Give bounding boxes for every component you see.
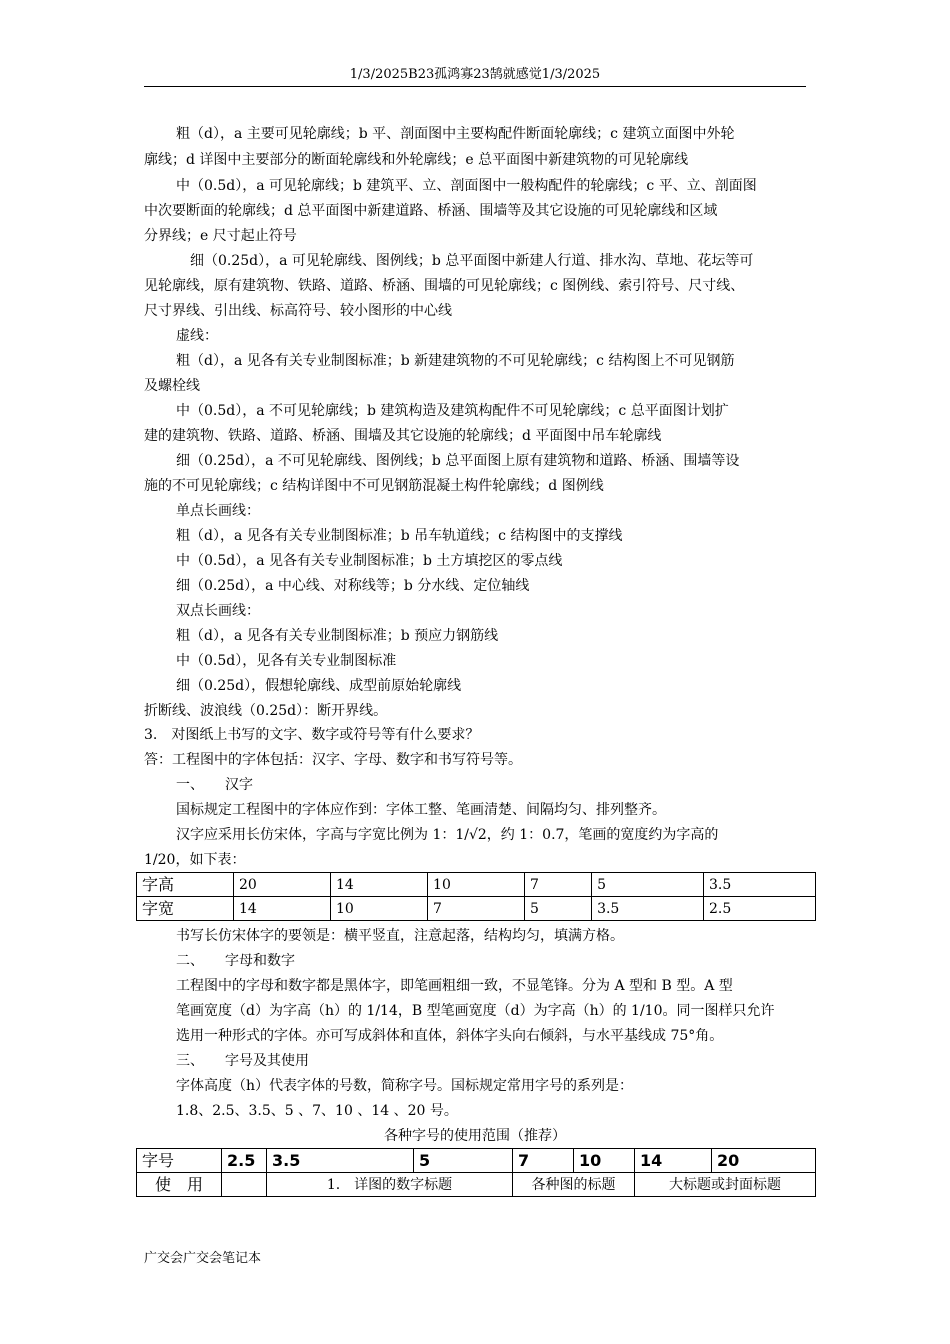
table-cell: 1. 详图的数字标题 — [267, 1173, 513, 1197]
text-line: 汉字应采用长仿宋体，字高与字宽比例为 1：1/√2，约 1：0.7，笔画的宽度约为字高的 — [176, 827, 719, 843]
text-line: 双点长画线： — [176, 603, 260, 619]
table-cell: 20 — [234, 873, 331, 897]
char-size-table — [136, 872, 816, 921]
table-cell: 14 — [635, 1149, 712, 1173]
table-cell: 7 — [513, 1149, 574, 1173]
table-cell: 5 — [414, 1149, 513, 1173]
table-cell: 7 — [525, 873, 592, 897]
table-cell: 10 — [574, 1149, 635, 1173]
table-cell: 14 — [234, 897, 331, 921]
text-line: 折断线、波浪线（0.25d）：断开界线。 — [144, 703, 388, 719]
text-line: 3. 对图纸上书写的文字、数字或符号等有什么要求？ — [144, 727, 480, 743]
text-line: 1.8、2.5、3.5、5 、7、10 、14 、20 号。 — [176, 1103, 458, 1119]
text-line: 国标规定工程图中的字体应作到：字体工整、笔画清楚、间隔均匀、排列整齐。 — [176, 802, 666, 818]
text-line: 细（0.25d），a 中心线、对称线等；b 分水线、定位轴线 — [176, 578, 530, 594]
text-line: 尺寸界线、引出线、标高符号、较小图形的中心线 — [144, 303, 452, 319]
table-cell: 10 — [428, 873, 525, 897]
text-line: 虚线： — [176, 328, 218, 344]
table-cell: 大标题或封面标题 — [635, 1173, 816, 1197]
table-cell: 各种图的标题 — [513, 1173, 635, 1197]
text-line: 分界线；e 尺寸起止符号 — [144, 228, 297, 244]
text-line: 见轮廓线，原有建筑物、铁路、道路、桥涵、围墙的可见轮廓线；c 图例线、索引符号、尺寸线、 — [144, 278, 745, 294]
row-label: 字号 — [137, 1149, 222, 1173]
text-line: 三、 字号及其使用 — [176, 1053, 309, 1069]
table-cell: 14 — [331, 873, 428, 897]
text-line: 施的不可见轮廓线；c 结构详图中不可见钢筋混凝土构件轮廓线；d 图例线 — [144, 478, 604, 494]
text-line: 中（0.5d），a 见各有关专业制图标准；b 土方填挖区的零点线 — [176, 553, 563, 569]
text-line: 细（0.25d），假想轮廓线、成型前原始轮廓线 — [176, 678, 462, 694]
text-line: 建的建筑物、铁路、道路、桥涵、围墙及其它设施的轮廓线；d 平面图中吊车轮廓线 — [144, 428, 662, 444]
table-cell: 10 — [331, 897, 428, 921]
text-line: 细（0.25d），a 可见轮廓线、图例线；b 总平面图中新建人行道、排水沟、草地、花坛等可 — [190, 253, 754, 269]
text-line: 单点长画线： — [176, 503, 260, 519]
text-line: 粗（d），a 见各有关专业制图标准；b 吊车轨道线；c 结构图中的支撑线 — [176, 528, 623, 544]
row-label: 使 用 — [137, 1173, 222, 1197]
table-cell: 7 — [428, 897, 525, 921]
page-header: 1/3/2025B23孤鸿寡23鹄就感觉1/3/2025 — [349, 67, 601, 82]
text-line: 工程图中的字母和数字都是黑体字，即笔画粗细一致，不显笔锋。分为 A 型和 B 型。A 型 — [176, 978, 733, 994]
row-label: 字宽 — [137, 897, 234, 921]
text-line: 笔画宽度（d）为字高（h）的 1/14，B 型笔画宽度（d）为字高（h）的 1/10。同一图样只允许 — [176, 1003, 775, 1019]
table-cell: 3.5 — [267, 1149, 414, 1173]
table-cell: 5 — [525, 897, 592, 921]
text-line: 中（0.5d），a 可见轮廓线；b 建筑平、立、剖面图中一般构配件的轮廓线；c 平、立、剖面图 — [176, 178, 757, 194]
text-line: 字体高度（h）代表字体的号数，简称字号。国标规定常用字号的系列是： — [176, 1078, 634, 1094]
text-line: 二、 字母和数字 — [176, 953, 295, 969]
text-line: 细（0.25d），a 不可见轮廓线、图例线；b 总平面图上原有建筑物和道路、桥涵、围墙等设 — [176, 453, 740, 469]
text-line: 1/20，如下表： — [144, 852, 246, 868]
table-cell — [222, 1173, 267, 1197]
table-row — [137, 1149, 816, 1173]
table-row — [137, 1173, 816, 1197]
text-line: 粗（d），a 见各有关专业制图标准；b 预应力钢筋线 — [176, 628, 499, 644]
page-footer: 广交会广交会笔记本 — [144, 1251, 262, 1266]
table-cell: 3.5 — [592, 897, 704, 921]
table-cell: 2.5 — [704, 897, 816, 921]
text-line: 粗（d），a 主要可见轮廓线；b 平、剖面图中主要构配件断面轮廓线；c 建筑立面图中外轮 — [176, 126, 735, 142]
table-cell: 2.5 — [222, 1149, 267, 1173]
text-line: 粗（d），a 见各有关专业制图标准；b 新建建筑物的不可见轮廓线；c 结构图上不可见钢筋 — [176, 353, 735, 369]
text-line: 选用一种形式的字体。亦可写成斜体和直体，斜体字头向右倾斜，与水平基线成 75°角。 — [176, 1028, 724, 1044]
table-cell: 20 — [712, 1149, 816, 1173]
text-line: 书写长仿宋体字的要领是：横平竖直，注意起落，结构均匀，填满方格。 — [176, 928, 624, 944]
text-line: 答：工程图中的字体包括：汉字、字母、数字和书写符号等。 — [144, 752, 522, 768]
table-cell: 3.5 — [704, 873, 816, 897]
table-row — [137, 897, 816, 921]
text-line: 及螺栓线 — [144, 378, 200, 394]
row-label: 字高 — [137, 873, 234, 897]
header-divider — [144, 86, 806, 87]
table-cell: 5 — [592, 873, 704, 897]
table-caption: 各种字号的使用范围（推荐） — [384, 1128, 566, 1144]
text-line: 中（0.5d），a 不可见轮廓线；b 建筑构造及建筑构配件不可见轮廓线；c 总平面图计划扩 — [176, 403, 729, 419]
text-line: 一、 汉字 — [176, 777, 253, 793]
font-size-usage-table — [136, 1148, 816, 1197]
text-line: 中（0.5d），见各有关专业制图标准 — [176, 653, 397, 669]
text-line: 中次要断面的轮廓线；d 总平面图中新建道路、桥涵、围墙等及其它设施的可见轮廓线和区域 — [144, 203, 718, 219]
text-line: 廓线；d 详图中主要部分的断面轮廓线和外轮廓线；e 总平面图中新建筑物的可见轮廓线 — [144, 152, 689, 168]
table-row — [137, 873, 816, 897]
